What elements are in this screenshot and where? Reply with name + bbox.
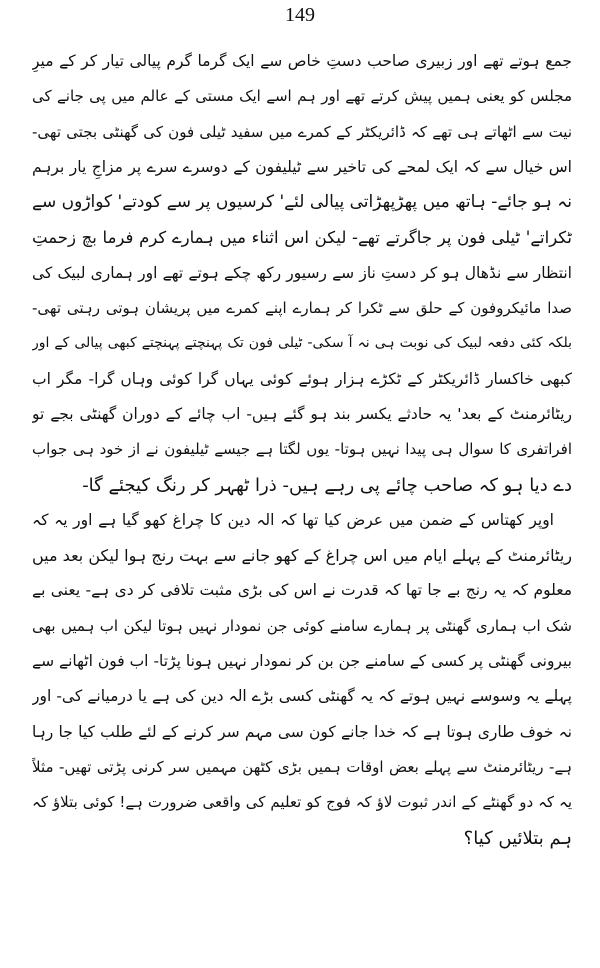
text-line: شک اب ہماری گھنٹی پر ہمارے سامنے کوئی جن نمودار نہیں ہوتا لیکن اب ہمیں بھی [32,616,572,635]
text-line: ٹکراتے' ٹیلی فون پر جاگرتے تھے- لیکن اس اثناء میں ہمارے کرم فرما بچ زحمتِ [32,228,572,248]
text-line: اس خیال سے کہ ایک لمحے کی تاخیر سے ٹیلیفون کے دوسرے سرے پر مزاجِ یار برہم [32,157,572,176]
text-line: یہ کہ دو گھنٹے کے اندر ثبوت لاؤ کہ فوج کو تعلیم کی واقعی ضرورت ہے! کوئی بتلاؤ کہ [32,793,572,812]
text-line: پہلے یہ وسوسے نہیں ہوتے کہ یہ گھنٹی کسی بڑے الہ دین کی ہے یا درمیانے کی- اور [32,687,572,706]
text-line: مجلس کو یعنی ہمیں پیش کرتے تھے اور ہم اسے ایک مستی کے عالم میں پی جانے کی [32,87,572,106]
text-line: ریٹائرمنٹ کے بعد' یہ حادثے یکسر بند ہو گئے ہیں- اب چائے کے دوران گھنٹی بجے تو [32,404,572,423]
text-line: انتظار سے نڈھال ہو کر دستِ ناز سے رسیور رکھ چکے ہوتے تھے اور ہماری لبیک کی [32,263,572,282]
text-line: ہم بتلائیں کیا؟ [463,827,572,849]
text-line: صدا مائیکروفون کے حلق سے ٹکرا کر ہمارے اپنے کمرے میں پریشان ہوتی رہتی تھی- [32,299,572,318]
page-number: 149 [285,4,315,26]
text-line: نہ ہو جائے- ہاتھ میں پھڑپھڑاتی پیالی لئے' کرسیوں پر سے کودتے' کواڑوں سے [32,192,572,213]
text-line: کبھی خاکسار ڈائریکٹر کے ٹکڑے ہزار ہوئے کوئی یہاں گرا کوئی وہاں گرا- مگر اب [32,369,572,388]
text-line: بیرونی گھنٹی پر کسی کے سامنے جن بن کر نمودار نہیں ہونا پڑتا- اب فون اٹھانے سے [32,652,572,671]
text-line: نیت سے اٹھاتے ہی تھے کہ ڈائریکٹر کے کمرے میں سفید ٹیلی فون کی گھنٹی بجتی تھی- [32,122,572,141]
text-line: نہ خوف طاری ہوتا ہے کہ خدا جانے کون سی مہم سر کرنے کے لئے طلب کیا جا رہا [32,722,572,741]
text-line: ہے- ریٹائرمنٹ سے پہلے بعض اوقات ہمیں بڑی کٹھن مہمیں سر کرنی پڑتی تھیں- مثلاً [32,757,572,776]
text-line: ریٹائرمنٹ کے پہلے ایام میں اس چراغ کے کھو جانے سے بہت رنج ہوا لیکن بعد میں [32,546,572,566]
text-line: دے دیا ہو کہ صاحب چائے پی رہے ہیں- ذرا ٹھہر کر رنگ کیجئے گا- [82,474,572,496]
body-text [32,44,572,856]
text-line: بلکہ کئی دفعہ لبیک کی نوبت ہی نہ آ سکی- ٹیلی فون تک پہنچتے پہنچتے کبھی پیالی کے اور [32,335,572,352]
text-line: معلوم کہ یہ رنج بے جا تھا کہ قدرت نے اس کی بڑی مثبت تلافی کر دی ہے- یعنی بے [32,581,572,600]
text-line: اوپر کھتاس کے ضمن میں عرض کیا تھا کہ الہ دین کا چراغ کھو گیا ہے اور یہ کہ [32,510,554,529]
text-line: افراتفری کا سوال ہی پیدا نہیں ہوتا- یوں لگتا ہے جیسے ٹیلیفون نے از خود ہی جواب [32,440,572,459]
text-line: جمع ہوتے تھے اور زبیری صاحب دستِ خاص سے ایک گرما گرم پیالی تیار کر کے میرِ [32,52,572,70]
